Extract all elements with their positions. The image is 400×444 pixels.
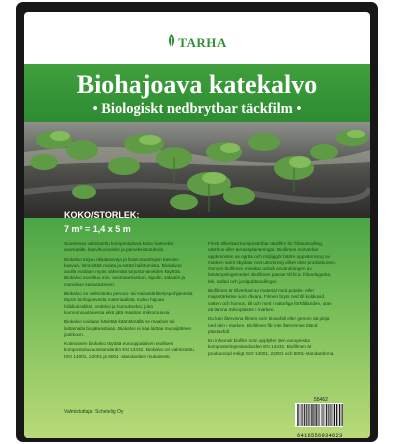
size-label: KOKO/STORLEK: — [64, 210, 140, 220]
strawberry-field-photo — [24, 122, 370, 218]
paragraph: Biokalvo torjuu rikkakasveja ja lisää istutettujen kasvien kasvua, lämmittää maata ja estää haihtumista. Biokalvon avulla voidaan myös vähentää torjunta-aineiden käyttöä. Biokalvo soveltuu mm. avomaankurkun, sipulin, salaatin ja mansikan kasvatukseen. — [64, 256, 186, 287]
product-code: 55462 — [314, 397, 328, 403]
manufacturer-note: Valmistuttaja: Schetelig Oy — [64, 409, 124, 415]
barcode — [295, 403, 343, 427]
brand-logo — [24, 34, 370, 54]
paragraph: Kotimainen biokalvo täyttää eurooppalaisen teollisen kompostoituvuusstandardin EN 13432. Biokalvo on valmistettu ISO 14001, 22001 ja 9001 -standardien mukaisesti. — [64, 341, 194, 359]
paragraph: Biokalvo voidaan hävittää kääntämällä se maahan tai laittamalla biojäteastiaan. Biokalvo ei saa laittaa muovijätteen joukkoon. — [64, 319, 192, 337]
finnish-description — [64, 241, 194, 363]
paragraph: Du kan återvinna filmen som bioavfall eller genom att plöja ned den i marken. Biofilmen får inte återvinnas bland plastavfall. — [208, 316, 330, 334]
barcode-number: 6416556934623 — [297, 432, 343, 439]
swedish-description — [208, 241, 336, 360]
paragraph: Biofilmen är tillverkad av material med potatis- eller majsstärkelse som råvara. Filmen bryts ned till koldioxid, vatten och humus, till och med i naturliga förhållanden, utan att lämna mikroplaster i marken. — [208, 288, 332, 312]
size-value: 7 m² = 1,4 x 5 m — [64, 224, 131, 234]
leaf-icon — [167, 34, 176, 54]
paragraph: Suomessa valmistettu kompostoituva kalvo katteeksi avomaalle, kasvihuoneisiin ja parvekeistutuksiin. — [64, 241, 174, 253]
product-subtitle: • Biologiskt nedbrytbar täckfilm • — [92, 101, 302, 117]
paragraph: En inhemsk biofilm som uppfyller den europeiska komposteringsstandarden EN 13432. Biofilmen är producerad enligt ISO 14001, 22001 och 9001-standarderna. — [208, 338, 335, 356]
paragraph: Biokalvo on valmistettu peruna- tai maissitärkkelyspohjaisesta täysin biohajoavasta materiaalista. Kalvo hajoaa hiilidioksidiksi, vedeksi ja humukseksi; joka luonnonsuolanessa eikä jätä maahan mikromuovia. — [64, 291, 193, 315]
brand-name: TARHA — [178, 34, 227, 50]
product-title: Biohajoava katekalvo — [76, 70, 318, 99]
paragraph: Finsk tillverkad komposterbar täckfilm för frilandsodling, växthus eller terrassplanteringar. Biofilmen motverkar uppkomsten av ogräs och möjliggör bättre uppvärmning av marken samt skyddar mot uttorkning vilket ökar produktionen. Genom biofilmen minskar också användningen av bekämpningsmedel. Biofilmen passar till bl.a. frilandsgurka, lök, sallad och jordgubbsodlingar. — [208, 241, 336, 284]
